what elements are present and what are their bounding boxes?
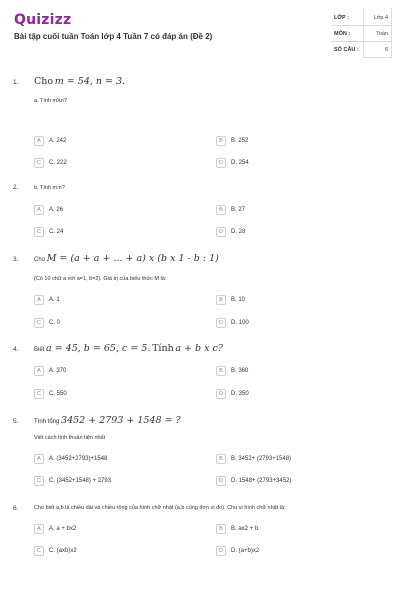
option-letter-badge: B [216,454,226,464]
question-math-expression: a + b x c? [175,343,223,354]
meta-row-count [332,42,392,58]
question-math: 3452 + 2793 + 1548 = ? [61,415,181,426]
option-letter-badge: B [216,366,226,376]
meta-row-class [332,10,392,26]
option-text: D. 100 [231,320,249,326]
question-text [34,343,223,354]
option-text: D. (a+b)x2 [231,548,260,554]
meta-value: Toán [376,31,388,37]
option-text: B. 360 [231,368,249,374]
answer-option-b[interactable] [216,205,245,217]
answer-option-d[interactable] [216,476,291,488]
option-letter-badge: C [34,389,44,399]
option-letter-badge: A [34,366,44,376]
meta-value: 6 [384,47,388,53]
option-letter-badge: B [216,295,226,305]
option-text: A. 26 [49,207,64,213]
option-text: C. 24 [49,229,64,235]
option-text: A. 370 [49,368,67,374]
question-subtext: a. Tính mXn? [34,98,67,104]
answer-option-d[interactable] [216,318,249,330]
option-letter-badge: B [216,524,226,534]
option-text: B. 27 [231,207,246,213]
option-text: D. 350 [231,391,249,397]
answer-option-c[interactable] [34,546,77,558]
answer-option-a[interactable] [34,524,76,536]
option-letter-badge: D [216,318,226,328]
option-text: A. 242 [49,138,67,144]
option-letter-badge: D [216,158,226,168]
question-text: Cho biết a,b là chiều dài và chiều rộng của hình chữ nhật (a,b cùng đơn vị đo). Chu vi hình chữ nhật là: [34,505,286,511]
option-letter-badge: B [216,136,226,146]
option-letter-badge: C [34,227,44,237]
option-text: B. ax2 + b [231,526,259,532]
option-text: A. 1 [49,297,60,303]
option-text: C. (3452+1548) + 2793 [49,478,112,484]
option-letter-badge: D [216,389,226,399]
question-text [34,76,125,87]
option-letter-badge: A [34,136,44,146]
option-letter-badge: A [34,524,44,534]
answer-option-d[interactable] [216,546,259,558]
answer-option-b[interactable] [216,136,248,148]
meta-value: Lớp 4 [373,15,388,21]
answer-option-a[interactable] [34,205,63,217]
answer-option-a[interactable] [34,366,66,378]
question-number: 2. [13,184,19,191]
question-math-word: Tính [152,343,174,354]
option-letter-badge: A [34,205,44,215]
question-subtext: (Có 10 chữ a với a=1, b=2). Giá trị của biểu thức M là: [34,276,167,282]
question-number: 3. [13,256,19,263]
question-math: M = (a + a + ... + a) x (b x 1 - b : 1) [46,253,219,264]
meta-label: MÔN : [334,31,351,37]
question-subtext: Viết cách tính thuận tiện nhất [34,435,106,441]
meta-label: LỚP : [334,15,349,21]
meta-label: SỐ CÂU : [334,47,359,53]
question-math: m = 54, n = 3. [54,76,126,87]
option-letter-badge: C [34,318,44,328]
option-text: D. 28 [231,229,246,235]
option-text: B. 252 [231,138,249,144]
option-letter-badge: C [34,158,44,168]
answer-option-a[interactable] [34,454,107,466]
question-number: 1. [13,79,19,86]
worksheet-header [0,0,400,62]
option-text: C. 550 [49,391,67,397]
question-text [34,253,219,264]
answer-option-b[interactable] [216,295,245,307]
meta-row-subject [332,26,392,42]
question-number: 6. [13,505,19,512]
answer-option-d[interactable] [216,389,249,401]
question-lead: Cho [34,76,54,87]
worksheet-meta [332,10,392,58]
option-letter-badge: A [34,454,44,464]
option-letter-badge: D [216,476,226,486]
question-number: 4. [13,346,19,353]
option-text: B. 10 [231,297,246,303]
question-text: b. Tính m:n? [34,185,65,191]
answer-option-c[interactable] [34,389,67,401]
answer-option-a[interactable] [34,136,66,148]
option-text: A. a + bx2 [49,526,77,532]
answer-option-c[interactable] [34,227,63,239]
answer-option-b[interactable] [216,366,248,378]
answer-option-c[interactable] [34,476,111,488]
option-text: B. 3452+ (2793+1548) [231,456,292,462]
question-number: 5. [13,418,19,425]
question-lead: Cho [34,257,46,263]
answer-option-b[interactable] [216,524,258,536]
option-letter-badge: B [216,205,226,215]
option-text: D. 1548+ (2793+3452) [231,478,292,484]
option-letter-badge: D [216,227,226,237]
option-text: D. 254 [231,160,249,166]
answer-option-c[interactable] [34,318,60,330]
option-letter-badge: C [34,546,44,556]
option-text: C. 0 [49,320,61,326]
answer-option-d[interactable] [216,227,245,239]
answer-option-d[interactable] [216,158,249,170]
quizizz-logo: Quizizz [14,12,72,28]
question-math: a = 45, b = 65, c = 5. [46,343,151,354]
question-text [34,415,181,426]
answer-option-b[interactable] [216,454,291,466]
answer-option-c[interactable] [34,158,67,170]
question-lead: Biết [34,347,45,353]
option-text: C. 222 [49,160,67,166]
option-letter-badge: D [216,546,226,556]
answer-option-a[interactable] [34,295,60,307]
option-text: A. (3452+2793)+1548 [49,456,108,462]
question-lead: Tính tổng [34,419,60,425]
worksheet-title: Bài tập cuối tuần Toán lớp 4 Tuần 7 có đáp án (Đề 2) [14,32,213,41]
option-letter-badge: A [34,295,44,305]
option-text: C. (axb)x2 [49,548,77,554]
option-letter-badge: C [34,476,44,486]
